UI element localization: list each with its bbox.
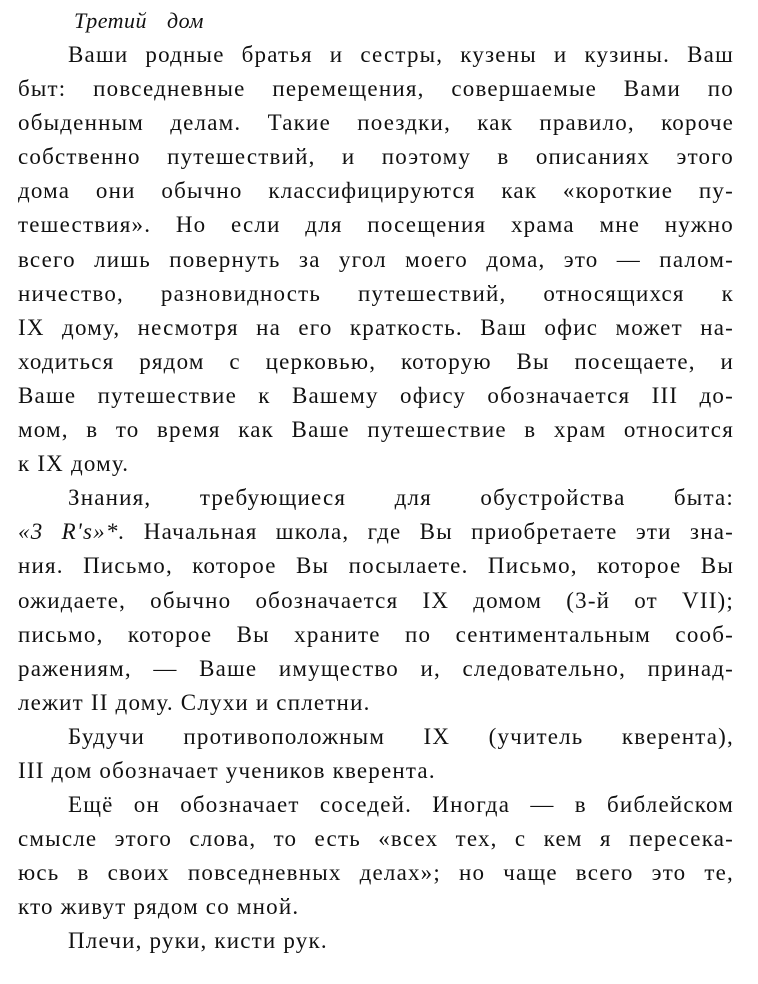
document-page	[18, 4, 734, 959]
paragraph-line: IX дому, несмотря на его краткость. Ваш офис может на-	[18, 314, 734, 340]
paragraph-line: Будучи противоположным IX (учитель кверента),	[68, 723, 734, 749]
paragraph-line: Ещё он обозначает соседей. Иногда — в библейском	[68, 792, 734, 818]
paragraph-5	[18, 924, 734, 958]
paragraph-line	[18, 515, 734, 549]
paragraph-line: III дом обозначает учеников кверента.	[18, 757, 436, 783]
paragraph-line: тешествия». Но если для посещения храма мне нужно	[18, 212, 734, 238]
paragraph-line: собственно путешествий, и поэтому в описаниях этого	[18, 144, 734, 170]
paragraph-line: ничество, разновидность путешествий, относящихся к	[18, 280, 734, 306]
paragraph-line: быт: повседневные перемещения, совершаемые Вами по	[18, 76, 734, 102]
paragraph-line: всего лишь повернуть за угол моего дома, это — палом-	[18, 246, 734, 272]
paragraph-line: юсь в своих повседневных делах»; но чаще всего это те,	[18, 860, 734, 886]
paragraph-line: кто живут рядом со мной.	[18, 894, 300, 920]
paragraph-line-rest: Начальная школа, где Вы приобретаете эти зна-	[125, 519, 734, 545]
paragraph-2	[18, 481, 734, 720]
paragraph-line: письмо, которое Вы храните по сентиментальным сооб-	[18, 621, 734, 647]
paragraph-line: Знания, требующиеся для обустройства быта:	[68, 485, 734, 511]
paragraph-4	[18, 788, 734, 924]
section-heading: Третий дом	[74, 8, 204, 33]
paragraph-line: Ваше путешествие к Вашему офису обозначается III до-	[18, 382, 734, 408]
paragraph-line: ожидаете, обычно обозначается IX домом (3-й от VII);	[18, 587, 734, 613]
paragraph-line: Плечи, руки, кисти рук.	[68, 928, 328, 954]
paragraph-3	[18, 720, 734, 788]
paragraph-line: мом, в то время как Ваше путешествие в храм относится	[18, 417, 734, 443]
paragraph-line: ходиться рядом с церковью, которую Вы посещаете, и	[18, 348, 734, 374]
paragraph-line: к IX дому.	[18, 451, 130, 477]
italic-abbreviation: «3 R's»*.	[18, 519, 126, 545]
paragraph-line: лежит II дому. Слухи и сплетни.	[18, 689, 371, 715]
paragraph-line: обыденным делам. Такие поездки, как правило, короче	[18, 110, 734, 136]
paragraph-line: смысле этого слова, то есть «всех тех, с кем я пересека-	[18, 826, 734, 852]
paragraph-line: ражениям, — Ваше имущество и, следовательно, принад-	[18, 655, 734, 681]
paragraph-line: ния. Письмо, которое Вы посылаете. Письмо, которое Вы	[18, 553, 734, 579]
paragraph-line: Ваши родные братья и сестры, кузены и кузины. Ваш	[68, 42, 734, 67]
paragraph-1	[18, 38, 734, 481]
paragraph-line: дома они обычно классифицируются как «короткие пу-	[18, 178, 734, 204]
